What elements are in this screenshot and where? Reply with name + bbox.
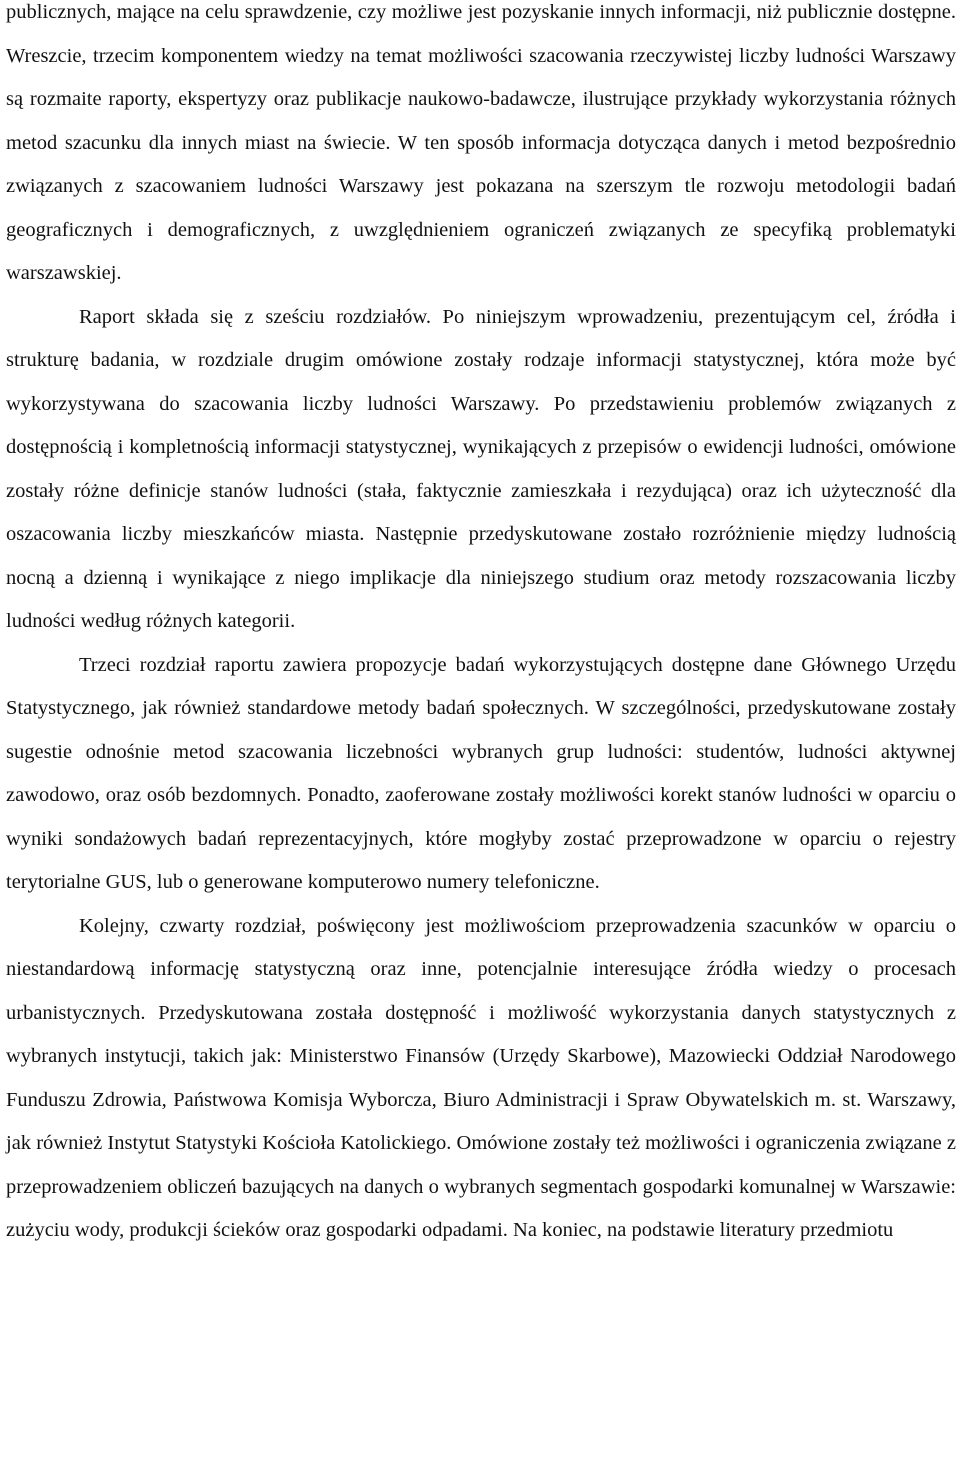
document-body: [6, 0, 956, 1253]
paragraph-data-sources-intro: publicznych, mające na celu sprawdzenie, czy możliwe jest pozyskanie innych informacji, niż publicznie dostępne. Wreszcie, trzecim komponentem wiedzy na temat możliwości szacowania rzeczywistej liczby ludności Warszawy są rozmaite raporty, ekspertyzy oraz publikacje naukowo-badawcze, ilustrujące przykłady wykorzystania różnych metod szacunku dla innych miast na świecie. W ten sposób informacja dotycząca danych i metod bezpośrednio związanych z szacowaniem ludności Warszawy jest pokazana na szerszym tle rozwoju metodologii badań geograficznych i demograficznych, z uwzględnieniem ograniczeń związanych ze specyfiką problematyki warszawskiej.: [6, 1, 956, 284]
paragraph-report-structure: Raport składa się z sześciu rozdziałów. Po niniejszym wprowadzeniu, prezentującym cel, źródła i strukturę badania, w rozdziale drugim omówione zostały rodzaje informacji statystycznej, która może być wykorzystywana do szacowania liczby ludności Warszawy. Po przedstawieniu problemów związanych z dostępnością i kompletnością informacji statystycznej, wynikających z przepisów o ewidencji ludności, omówione zostały różne definicje stanów ludności (stała, faktycznie zamieszkała i rezydująca) oraz ich użyteczność dla oszacowania liczby mieszkańców miasta. Następnie przedyskutowane zostało rozróżnienie między ludnością nocną a dzienną i wynikające z niego implikacje dla niniejszego studium oraz metody rozszacowania liczby ludności według różnych kategorii.: [6, 305, 956, 632]
paragraph-chapter-three: Trzeci rozdział raportu zawiera propozycje badań wykorzystujących dostępne dane Głównego Urzędu Statystycznego, jak również standardowe metody badań społecznych. W szczególności, przedyskutowane zostały sugestie odnośnie metod szacowania liczebności wybranych grup ludności: studentów, ludności aktywnej zawodowo, oraz osób bezdomnych. Ponadto, zaoferowane zostały możliwości korekt stanów ludności w oparciu o wyniki sondażowych badań reprezentacyjnych, które mogłyby zostać przeprowadzone w oparciu o rejestry terytorialne GUS, lub o generowane komputerowo numery telefoniczne.: [6, 653, 956, 893]
paragraph-chapter-four: Kolejny, czwarty rozdział, poświęcony jest możliwościom przeprowadzenia szacunków w oparciu o niestandardową informację statystyczną oraz inne, potencjalnie interesujące źródła wiedzy o procesach urbanistycznych. Przedyskutowana została dostępność i możliwość wykorzystania danych statystycznych z wybranych instytucji, takich jak: Ministerstwo Finansów (Urzędy Skarbowe), Mazowiecki Oddział Narodowego Funduszu Zdrowia, Państwowa Komisja Wyborcza, Biuro Administracji i Spraw Obywatelskich m. st. Warszawy, jak również Instytut Statystyki Kościoła Katolickiego. Omówione zostały też możliwości i ograniczenia związane z przeprowadzeniem obliczeń bazujących na danych o wybranych segmentach gospodarki komunalnej w Warszawie: zużyciu wody, produkcji ścieków oraz gospodarki odpadami. Na koniec, na podstawie literatury przedmiotu: [6, 914, 956, 1241]
